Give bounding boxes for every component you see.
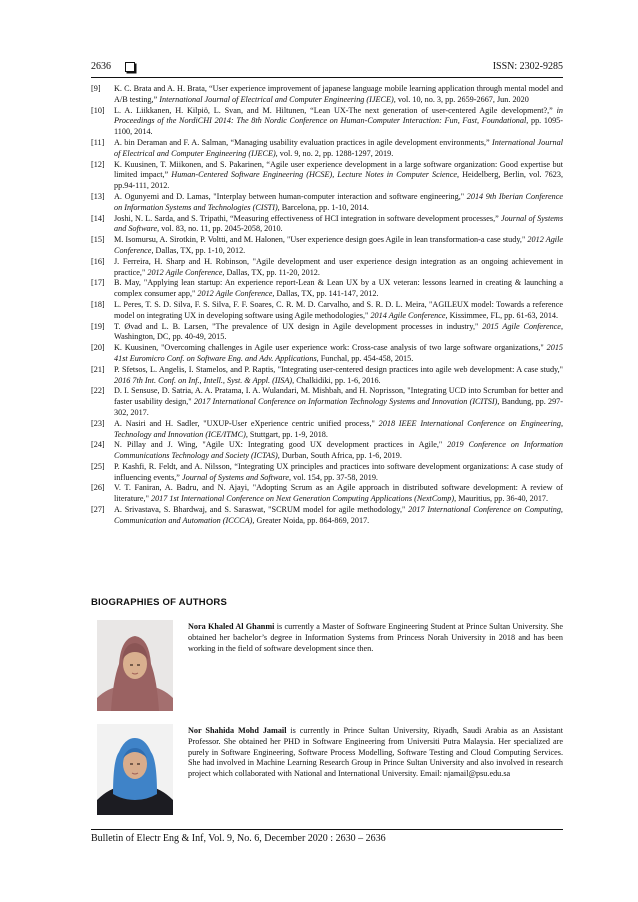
reference-details: , Heidelberg, Berlin, vol. 7623, pp.94-111, 2012. [114,170,564,191]
reference-details: , Mauritius, pp. 36-40, 2017. [454,494,549,504]
author-photo-2 [97,724,173,815]
reference-item [91,235,563,257]
author-photo-1 [97,620,173,711]
reference-item [91,483,563,505]
reference-details: , Bandung, pp. 297-302, 2017. [114,397,563,417]
reference-venue: International Journal of Electrical and Computer Engineering (IJECE) [159,94,394,104]
issn-label: ISSN: 2302-9285 [492,61,563,72]
reference-details: , Dallas, TX, pp. 1-10, 2012. [151,245,246,255]
reference-item [91,343,563,365]
reference-text: A. Ogunyemi and D. Lamas, "Interplay between human-computer interaction and software engineering," [114,191,467,201]
reference-venue: 2019 Conference on Information Communications Technology and Society (ICTAS) [114,440,563,461]
reference-number: [21] [91,364,105,374]
reference-details: , Kissimmee, FL, pp. 61-63, 2014. [445,310,559,320]
reference-item [91,462,563,484]
reference-item [91,84,563,106]
reference-details: , vol. 10, no. 3, pp. 2659-2667, Jun. 2020 [393,94,529,104]
reference-text: J. Ferreira, H. Sharp and H. Robinson, "Agile development and user experience design integration as an ongoing achievement in practice," [114,256,563,277]
reference-item [91,505,563,527]
footer-rule [91,829,563,830]
reference-venue: Human-Centered Software Engineering (HCSE), Lecture Notes in Computer Science [171,170,458,180]
reference-venue: Journal of Systems and Software [114,213,563,234]
reference-details: , vol. 83, no. 11, pp. 2045-2058, 2010. [157,224,283,234]
reference-venue: 2017 International Conference on Computing, Communication and Automation (ICCCA) [114,505,563,525]
reference-item [91,386,563,418]
reference-venue: 2015 Agile Conference [482,321,561,331]
reference-item [91,192,563,214]
reference-item [91,365,563,387]
reference-venue: 2014 Agile Conference [370,310,446,320]
reference-text: N. Pillay and J. Wing, "Agile UX: Integrating good UX development practices in Agile," [114,440,448,450]
running-header [91,60,563,74]
reference-item [91,257,563,279]
reference-venue: 2012 Agile Conference [147,267,223,277]
reference-details: , Barcelona, pp. 1-10, 2014. [277,202,369,212]
reference-details: , pp. 1095-1100, 2014. [114,116,563,137]
reference-number: [24] [91,440,105,450]
reference-text: K. Kuusinen, "Overcoming challenges in Agile user experience work: Cross-case analysis of two large software organizations," [114,343,547,353]
reference-number: [13] [91,191,105,201]
reference-text: B. May, "Applying lean startup: An experience report-Lean & Lean UX by a UX veteran: lessons learned in creating & launching a complex consumer app," [114,278,563,299]
reference-number: [10] [91,105,105,115]
author-bio-text: is currently in Prince Sultan University, Riyadh, Saudi Arabia as an Assistant Professor. She obtained her PHD in Software Engineering from Universiti Putra Malaysia. Her specialized are purely in Software Engineering, Software Process Modelling, Software Testing and Cloud Computing Services. She had involved in Machine Learning Research Group in Prince Sultan University and also involved in research project which collaborated with National and International University. Email: njamail@psu.edu.sa [188,726,564,779]
reference-number: [16] [91,256,105,266]
author-portrait-image [97,620,173,711]
reference-item [91,214,563,236]
reference-venue: 2017 1st International Conference on Next Generation Computing Applications (NextComp) [150,494,455,504]
reference-venue: 2012 Agile Conference [114,235,563,255]
reference-details: , vol. 154, pp. 37-58, 2019. [289,472,378,482]
reference-text: K. C. Brata and A. H. Brata, “User experience improvement of japanese language mobile learning application through mental model and A/B testing,” [114,84,563,104]
reference-item [91,138,563,160]
author-name: Nora Khaled Al Ghanmi [188,622,275,631]
reference-text: A. Nasiri and H. Sadler, "UXUP-User eXperience centric unified process," [114,418,379,428]
reference-number: [27] [91,505,105,515]
reference-text: A. Srivastava, S. Bhardwaj, and S. Saraswat, "SCRUM model for agile methodology," [114,505,409,515]
reference-details: , Funchal, pp. 454-458, 2015. [316,353,414,363]
reference-text: L. A. Liikkanen, H. Kilpiö, L. Svan, and M. Hiltunen, “Lean UX-The next generation of user-centered Agile development?,” [114,105,557,115]
reference-item [91,160,563,192]
reference-number: [26] [91,483,105,493]
reference-venue: 2018 IEEE International Conference on Engineering, Technology and Innovation (ICE/ITMC) [114,418,563,439]
reference-number: [12] [91,159,105,169]
reference-text: D. I. Sensuse, D. Satria, A. A. Pratama, I. A. Wulandari, M. Mishbah, and H. Noprisson, "Integrating UCD into Scrumban for better and faster usability design," [114,386,563,407]
reference-text: P. Sfetsos, L. Angelis, I. Stamelos, and P. Raptis, "Integrating user-centered design practices into agile web development: A case study," [114,364,563,374]
header-rule [91,77,563,78]
reference-text: P. Kashfi, R. Feldt, and A. Nilsson, “Integrating UX principles and practices into software development organizations: A case study of influencing events,” [114,461,563,482]
reference-venue: 2017 International Conference on Information Technology Systems and Innovation (ICITSI) [193,397,498,407]
reference-item [91,322,563,344]
author-bio-2 [188,726,563,780]
reference-venue: 2014 9th Iberian Conference on Information Systems and Technologies (CISTI) [114,191,563,212]
reference-details: , Dallas, TX, pp. 141-147, 2012. [272,289,379,299]
reference-number: [19] [91,321,105,331]
reference-list [91,84,563,527]
reference-details: , Durban, South Africa, pp. 1-6, 2019. [277,451,402,461]
reference-venue: Journal of Systems and Software [181,472,290,482]
biographies-heading: BIOGRAPHIES OF AUTHORS [91,597,227,608]
reference-item [91,440,563,462]
reference-text: T. Øvad and L. B. Larsen, "The prevalence of UX design in Agile development processes in industry," [114,321,483,331]
reference-details: , Chalkidiki, pp. 1-6, 2016. [292,375,381,385]
reference-venue: in Proceedings of the NordiCHI 2014: The 8th Nordic Conference on Human-Computer Interaction: Fun, Fast, Foundational [114,105,563,126]
reference-number: [25] [91,461,105,471]
page-footer: Bulletin of Electr Eng & Inf, Vol. 9, No. 6, December 2020 : 2630 – 2636 [91,833,386,844]
author-bio-1 [188,622,563,654]
author-portrait-image [97,724,173,815]
reference-number: [9] [91,84,101,93]
reference-number: [14] [91,213,105,223]
reference-number: [15] [91,235,105,245]
reference-venue: 2016 7th Int. Conf. on Inf., Intell., Syst. & Appl. (IISA) [114,375,293,385]
page-number: 2636 [91,61,111,72]
reference-text: L. Peres, T. S. D. Silva, F. S. Silva, F. F. Soares, C. R. M. D. Carvalho, and S. R. D. L. Meira, "AGILEUX model: Towards a reference model on integrating UX in developing software using Agile methodologies," [114,299,563,320]
reference-number: [20] [91,343,105,353]
reference-text: Joshi, N. L. Sarda, and S. Tripathi, “Measuring effectiveness of HCI integration in software development processes,” [114,213,501,223]
reference-number: [11] [91,137,105,147]
reference-details: , Dallas, TX, pp. 11-20, 2012. [222,267,320,277]
reference-text: V. T. Faniran, A. Badru, and N. Ajayi, "Adopting Scrum as an Agile approach in distributed software development: A review of literature," [114,483,563,504]
reference-number: [18] [91,299,105,309]
reference-details: , Greater Noida, pp. 864-869, 2017. [252,515,370,525]
author-name: Nor Shahida Mohd Jamail [188,726,287,735]
reference-item [91,278,563,300]
reference-item [91,419,563,441]
reference-text: M. Isomursu, A. Sirotkin, P. Voltti, and M. Halonen, "User experience design goes Agile in lean transformation-a case study," [114,235,528,245]
reference-text: K. Kuusinen, T. Miikonen, and S. Pakarinen, “Agile user experience development in a large software organization: Good expertise but limited impact,” [114,159,563,180]
reference-number: [23] [91,418,105,428]
reference-item [91,300,563,322]
reference-text: A. bin Deraman and F. A. Salman, “Managing usability evaluation practices in agile development environments,” [114,137,492,147]
reference-details: , Stuttgart, pp. 1-9, 2018. [245,429,328,439]
author-bio-text: is currently a Master of Software Engineering Student at Prince Sultan University. She obtained her bachelor’s degree in Information Systems from Princess Norah University in 2018 and has been working in the field of software development since then. [188,622,563,653]
reference-details: , Washington, DC, pp. 40-49, 2015. [114,321,563,342]
checkbox-symbol-icon [125,62,135,72]
reference-venue: 2015 41st Euromicro Conf. on Software Eng. and Adv. Applications [114,343,563,363]
reference-number: [22] [91,386,105,396]
reference-venue: 2012 Agile Conference [197,289,273,299]
reference-number: [17] [91,278,105,288]
reference-venue: International Journal of Electrical and Computer Engineering (IJECE) [114,137,563,158]
reference-item [91,106,563,138]
reference-details: , vol. 9, no. 2, pp. 1288-1297, 2019. [275,148,394,158]
